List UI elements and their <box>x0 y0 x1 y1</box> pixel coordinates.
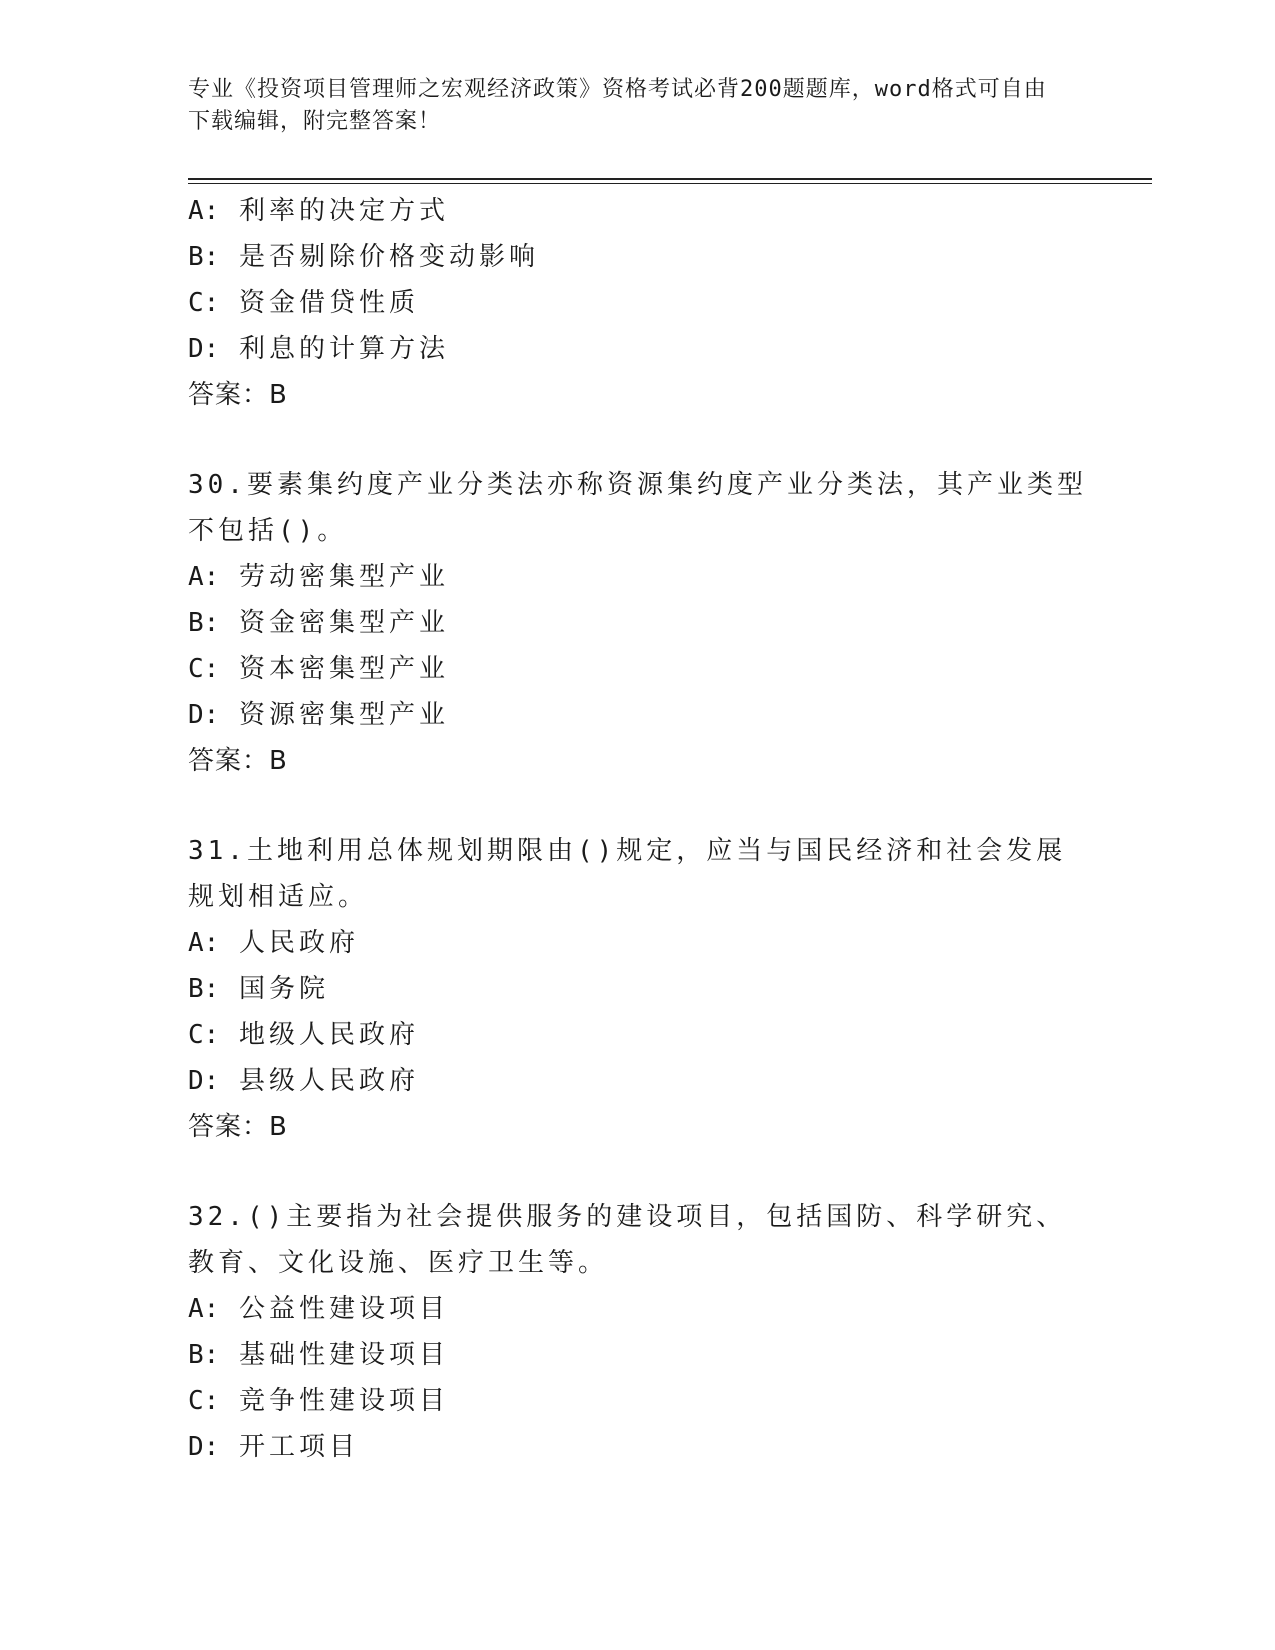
option-d: D: 开工项目 <box>188 1432 359 1462</box>
header-divider-thin <box>188 183 1152 184</box>
question-block <box>188 828 1088 1150</box>
option-a: A: 利率的决定方式 <box>188 196 449 226</box>
option-b: B: 国务院 <box>188 974 329 1004</box>
answer-text: 答案：B <box>188 1112 288 1142</box>
option-c: C: 资本密集型产业 <box>188 654 449 684</box>
option-d: D: 利息的计算方法 <box>188 334 449 364</box>
header-divider-thick <box>188 178 1152 180</box>
question-stem: 31.土地利用总体规划期限由()规定，应当与国民经济和社会发展规划相适应。 <box>188 836 1067 912</box>
option-b: B: 是否剔除价格变动影响 <box>188 242 539 272</box>
option-b: B: 资金密集型产业 <box>188 608 449 638</box>
option-b: B: 基础性建设项目 <box>188 1340 449 1370</box>
document-header: 专业《投资项目管理师之宏观经济政策》资格考试必背200题题库，word格式可自由下载编辑，附完整答案！ <box>188 77 1047 134</box>
question-content <box>188 188 1088 1470</box>
question-block <box>188 1194 1088 1470</box>
option-c: C: 资金借贷性质 <box>188 288 419 318</box>
option-a: A: 公益性建设项目 <box>188 1294 449 1324</box>
answer-text: 答案：B <box>188 746 288 776</box>
question-block <box>188 188 1088 418</box>
option-a: A: 人民政府 <box>188 928 359 958</box>
option-c: C: 地级人民政府 <box>188 1020 419 1050</box>
option-d: D: 县级人民政府 <box>188 1066 419 1096</box>
option-a: A: 劳动密集型产业 <box>188 562 449 592</box>
question-stem: 32.()主要指为社会提供服务的建设项目，包括国防、科学研究、教育、文化设施、医疗卫生等。 <box>188 1202 1067 1278</box>
answer-text: 答案：B <box>188 380 288 410</box>
option-c: C: 竞争性建设项目 <box>188 1386 449 1416</box>
option-d: D: 资源密集型产业 <box>188 700 449 730</box>
question-block <box>188 462 1088 784</box>
question-stem: 30.要素集约度产业分类法亦称资源集约度产业分类法，其产业类型不包括()。 <box>188 470 1087 546</box>
